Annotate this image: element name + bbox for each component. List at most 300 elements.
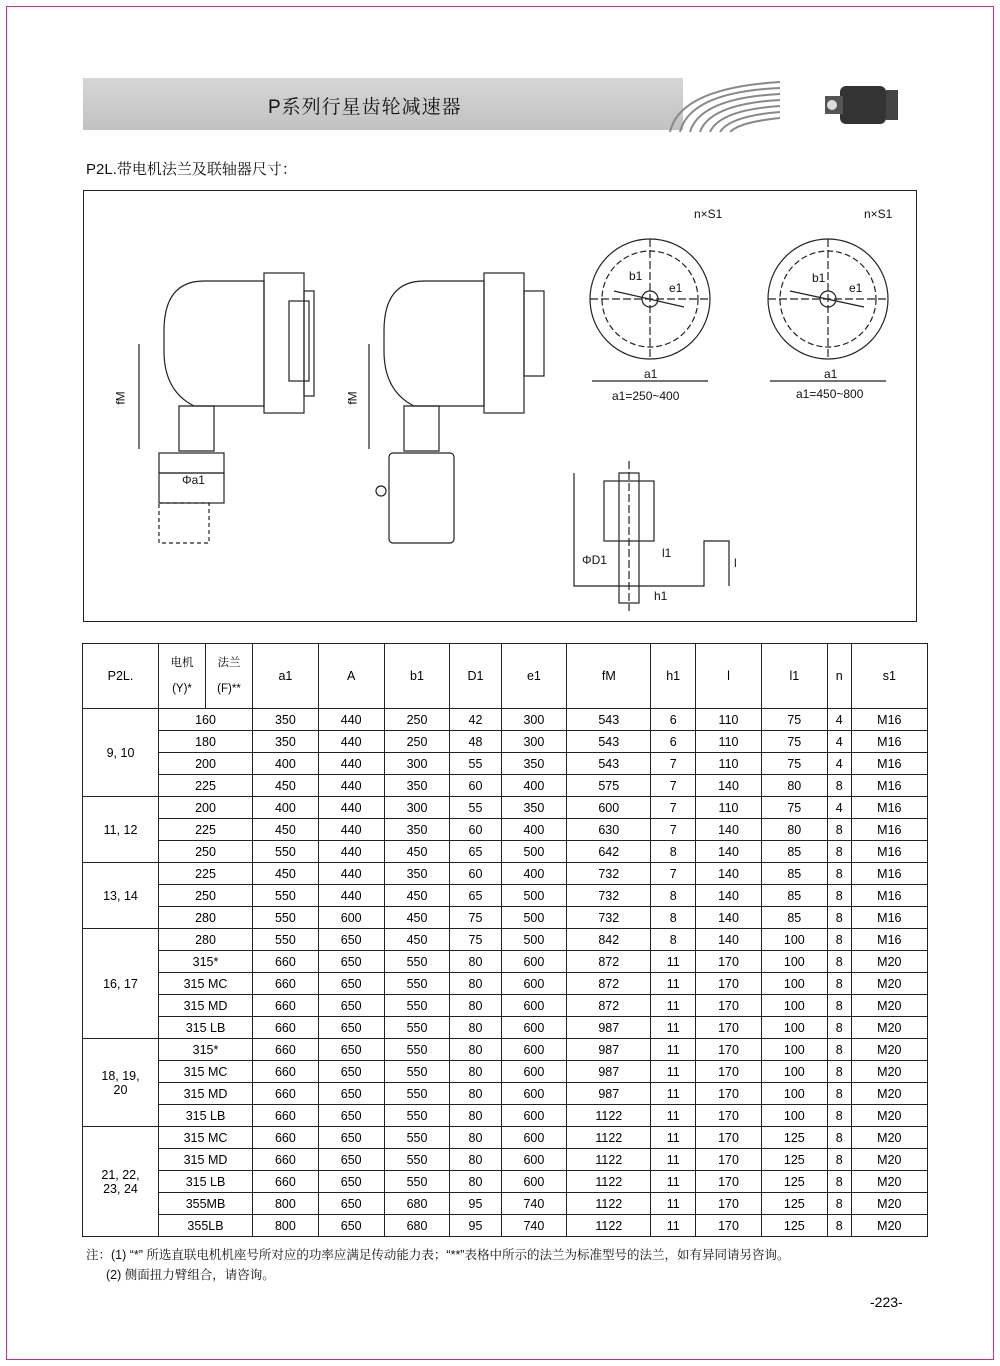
table-cell: 6	[651, 709, 696, 731]
table-row	[83, 841, 928, 863]
table-cell: 650	[318, 1083, 384, 1105]
table-cell: 350	[501, 753, 567, 775]
table-cell: 8	[827, 1193, 851, 1215]
table-cell: 600	[501, 1083, 567, 1105]
motor-frame-cell: 315 MD	[159, 1083, 253, 1105]
table-row	[83, 929, 928, 951]
motor-frame-cell: 225	[159, 863, 253, 885]
table-cell: 450	[384, 885, 450, 907]
motor-frame-cell: 280	[159, 907, 253, 929]
table-cell: 95	[450, 1215, 501, 1237]
table-cell: 250	[384, 731, 450, 753]
table-cell: 550	[384, 1083, 450, 1105]
table-cell: 80	[450, 1017, 501, 1039]
table-cell: 550	[384, 1017, 450, 1039]
table-cell: 7	[651, 775, 696, 797]
n-s1-label-2: n×S1	[864, 207, 893, 221]
table-cell: 75	[761, 753, 827, 775]
e1-label-2: e1	[849, 281, 863, 295]
table-cell: M20	[851, 973, 927, 995]
table-cell: M20	[851, 1105, 927, 1127]
table-cell: 550	[384, 1127, 450, 1149]
table-row	[83, 907, 928, 929]
motor-frame-cell: 315 MD	[159, 1149, 253, 1171]
table-cell: 400	[253, 797, 319, 819]
table-cell: 11	[651, 1083, 696, 1105]
table-cell: 740	[501, 1193, 567, 1215]
table-cell: 600	[501, 1127, 567, 1149]
table-cell: 60	[450, 819, 501, 841]
table-row	[83, 775, 928, 797]
motor-frame-cell: 280	[159, 929, 253, 951]
table-cell: M20	[851, 1149, 927, 1171]
table-cell: 660	[253, 1083, 319, 1105]
table-cell: 8	[651, 929, 696, 951]
table-cell: 630	[567, 819, 651, 841]
table-cell: 140	[696, 929, 762, 951]
table-cell: 600	[567, 797, 651, 819]
table-cell: 100	[761, 1105, 827, 1127]
table-cell: 987	[567, 1083, 651, 1105]
table-cell: 170	[696, 1017, 762, 1039]
header-b1: b1	[384, 644, 450, 709]
table-cell: 1122	[567, 1127, 651, 1149]
table-cell: 600	[501, 951, 567, 973]
table-cell: 80	[761, 775, 827, 797]
table-cell: M20	[851, 1061, 927, 1083]
motor-frame-cell: 315 MD	[159, 995, 253, 1017]
table-cell: 65	[450, 885, 501, 907]
l-label: l	[734, 556, 737, 570]
table-cell: 500	[501, 885, 567, 907]
table-cell: 80	[450, 1039, 501, 1061]
table-cell: 800	[253, 1193, 319, 1215]
table-cell: 660	[253, 1039, 319, 1061]
table-cell: 543	[567, 731, 651, 753]
table-cell: 440	[318, 775, 384, 797]
table-cell: 660	[253, 1105, 319, 1127]
table-cell: 110	[696, 797, 762, 819]
table-cell: 11	[651, 973, 696, 995]
group-label: 13, 14	[83, 863, 159, 929]
header-flange-label: 法兰	[217, 657, 241, 669]
table-cell: 440	[318, 753, 384, 775]
table-cell: 500	[501, 907, 567, 929]
table-cell: 125	[761, 1193, 827, 1215]
table-cell: 300	[384, 753, 450, 775]
table-cell: 80	[450, 1171, 501, 1193]
table-cell: 140	[696, 907, 762, 929]
header-h1: h1	[651, 644, 696, 709]
table-cell: 660	[253, 995, 319, 1017]
table-cell: 650	[318, 973, 384, 995]
table-cell: 170	[696, 1193, 762, 1215]
table-cell: 350	[384, 863, 450, 885]
table-cell: 8	[827, 973, 851, 995]
table-cell: 110	[696, 753, 762, 775]
header-motor-sub: (Y)*	[172, 683, 192, 695]
table-cell: 650	[318, 1127, 384, 1149]
table-cell: 11	[651, 1017, 696, 1039]
table-cell: 450	[384, 929, 450, 951]
table-cell: 85	[761, 907, 827, 929]
table-cell: 100	[761, 1017, 827, 1039]
table-cell: 110	[696, 731, 762, 753]
table-cell: 500	[501, 929, 567, 951]
table-row	[83, 1061, 928, 1083]
table-cell: 440	[318, 841, 384, 863]
motor-frame-cell: 355MB	[159, 1193, 253, 1215]
header-a: A	[318, 644, 384, 709]
table-cell: 500	[501, 841, 567, 863]
table-cell: 450	[253, 863, 319, 885]
table-row	[83, 1105, 928, 1127]
group-label: 21, 22, 23, 24	[83, 1127, 159, 1237]
table-cell: 80	[450, 1083, 501, 1105]
table-cell: 85	[761, 885, 827, 907]
table-row	[83, 1039, 928, 1061]
table-cell: 4	[827, 709, 851, 731]
table-cell: 660	[253, 1017, 319, 1039]
fm-label-2: fM	[345, 391, 360, 405]
table-cell: 650	[318, 951, 384, 973]
table-cell: 600	[501, 1017, 567, 1039]
table-cell: 8	[827, 1017, 851, 1039]
table-cell: 11	[651, 1105, 696, 1127]
table-cell: 550	[253, 841, 319, 863]
table-cell: 800	[253, 1215, 319, 1237]
table-cell: 80	[450, 995, 501, 1017]
table-cell: 11	[651, 1171, 696, 1193]
header-p2l: P2L.	[83, 644, 159, 709]
table-cell: 60	[450, 775, 501, 797]
table-cell: 4	[827, 797, 851, 819]
table-cell: 170	[696, 1215, 762, 1237]
motor-frame-cell: 225	[159, 775, 253, 797]
notes	[86, 1245, 789, 1285]
table-row	[83, 731, 928, 753]
dimension-table	[82, 643, 928, 1237]
table-cell: 8	[827, 863, 851, 885]
table-cell: 660	[253, 1149, 319, 1171]
table-cell: M16	[851, 731, 927, 753]
table-cell: 600	[318, 907, 384, 929]
header-motor	[159, 644, 206, 709]
table-row	[83, 1149, 928, 1171]
table-row	[83, 863, 928, 885]
table-cell: 400	[501, 775, 567, 797]
table-cell: 100	[761, 995, 827, 1017]
header-s1: s1	[851, 644, 927, 709]
l1-label: l1	[662, 546, 672, 560]
table-cell: 550	[384, 1171, 450, 1193]
table-cell: 660	[253, 1061, 319, 1083]
header-l: l	[696, 644, 762, 709]
page-title: P系列行星齿轮减速器	[268, 97, 462, 118]
table-cell: 600	[501, 1149, 567, 1171]
table-cell: 650	[318, 1105, 384, 1127]
table-cell: 8	[827, 907, 851, 929]
table-cell: 600	[501, 1039, 567, 1061]
e1-label-1: e1	[669, 281, 683, 295]
table-cell: 550	[384, 1149, 450, 1171]
header-motor-label: 电机	[170, 657, 194, 669]
table-cell: 140	[696, 819, 762, 841]
table-cell: 75	[450, 907, 501, 929]
table-cell: 1122	[567, 1149, 651, 1171]
table-cell: 440	[318, 731, 384, 753]
table-cell: 550	[253, 929, 319, 951]
table-cell: 100	[761, 1061, 827, 1083]
table-cell: 11	[651, 1061, 696, 1083]
header-fm: fM	[567, 644, 651, 709]
table-cell: 600	[501, 1105, 567, 1127]
table-cell: 650	[318, 1039, 384, 1061]
table-cell: 110	[696, 709, 762, 731]
table-cell: 170	[696, 973, 762, 995]
table-cell: 550	[253, 885, 319, 907]
table-cell: 350	[384, 775, 450, 797]
motor-frame-cell: 315 LB	[159, 1017, 253, 1039]
table-cell: 650	[318, 1061, 384, 1083]
phi-a1-label: Φa1	[182, 473, 205, 487]
header-flange-sub: (F)**	[217, 683, 241, 695]
table-row	[83, 1171, 928, 1193]
table-cell: 350	[253, 709, 319, 731]
h1-label: h1	[654, 589, 668, 603]
table-cell: 170	[696, 1105, 762, 1127]
note-1: 注：(1) “*” 所选直联电机机座号所对应的功率应满足传动能力表；“**”表格中所示的法兰为标准型号的法兰，如有异同请另咨询。	[86, 1248, 790, 1262]
motor-frame-cell: 200	[159, 753, 253, 775]
table-cell: 987	[567, 1039, 651, 1061]
motor-frame-cell: 315 LB	[159, 1171, 253, 1193]
n-s1-label-1: n×S1	[694, 207, 723, 221]
table-cell: 4	[827, 731, 851, 753]
table-cell: 400	[501, 863, 567, 885]
table-cell: 600	[501, 995, 567, 1017]
table-cell: 170	[696, 951, 762, 973]
table-cell: 11	[651, 1039, 696, 1061]
table-row	[83, 951, 928, 973]
motor-frame-cell: 315*	[159, 951, 253, 973]
table-cell: 732	[567, 863, 651, 885]
motor-frame-cell: 250	[159, 841, 253, 863]
table-cell: 8	[827, 929, 851, 951]
table-cell: 660	[253, 973, 319, 995]
table-cell: 80	[450, 951, 501, 973]
section-subtitle: P2L.带电机法兰及联轴器尺寸：	[86, 161, 297, 178]
header-a1: a1	[253, 644, 319, 709]
table-cell: M20	[851, 951, 927, 973]
motor-frame-cell: 355LB	[159, 1215, 253, 1237]
table-cell: 650	[318, 1171, 384, 1193]
table-cell: 440	[318, 863, 384, 885]
table-cell: 7	[651, 863, 696, 885]
table-cell: 80	[450, 973, 501, 995]
table-cell: 100	[761, 1039, 827, 1061]
table-cell: 140	[696, 863, 762, 885]
table-row	[83, 819, 928, 841]
table-body	[83, 709, 928, 1237]
table-cell: 80	[450, 1105, 501, 1127]
dimension-drawings	[83, 190, 917, 622]
table-cell: 95	[450, 1193, 501, 1215]
motor-frame-cell: 315 MC	[159, 1127, 253, 1149]
motor-frame-cell: 315 LB	[159, 1105, 253, 1127]
table-cell: 842	[567, 929, 651, 951]
table-cell: 440	[318, 797, 384, 819]
table-row	[83, 973, 928, 995]
header-stripes-and-gearbox-image	[660, 78, 918, 132]
table-cell: 170	[696, 1149, 762, 1171]
table-cell: 8	[827, 995, 851, 1017]
table-row	[83, 995, 928, 1017]
table-cell: M20	[851, 1193, 927, 1215]
table-cell: 85	[761, 841, 827, 863]
table-cell: 8	[827, 819, 851, 841]
table-cell: 8	[827, 775, 851, 797]
table-cell: 100	[761, 1083, 827, 1105]
table-cell: M20	[851, 1017, 927, 1039]
table-cell: 550	[384, 1105, 450, 1127]
table-cell: M16	[851, 819, 927, 841]
table-cell: 600	[501, 1061, 567, 1083]
table-cell: 732	[567, 885, 651, 907]
table-cell: 987	[567, 1017, 651, 1039]
table-cell: 170	[696, 1083, 762, 1105]
table-row	[83, 1127, 928, 1149]
table-cell: 125	[761, 1149, 827, 1171]
table-cell: 1122	[567, 1215, 651, 1237]
table-cell: 550	[384, 1039, 450, 1061]
header-e1: e1	[501, 644, 567, 709]
range-label-1: a1=250~400	[612, 389, 680, 403]
table-row	[83, 885, 928, 907]
table-cell: 125	[761, 1171, 827, 1193]
table-cell: 650	[318, 1193, 384, 1215]
note-2: (2) 侧面扭力臂组合，请咨询。	[106, 1268, 275, 1282]
motor-frame-cell: 315 MC	[159, 1061, 253, 1083]
table-cell: 642	[567, 841, 651, 863]
table-cell: 660	[253, 1171, 319, 1193]
motor-frame-cell: 180	[159, 731, 253, 753]
table-cell: 170	[696, 995, 762, 1017]
table-cell: 8	[827, 841, 851, 863]
table-cell: 680	[384, 1193, 450, 1215]
table-cell: 8	[827, 951, 851, 973]
table-cell: 400	[501, 819, 567, 841]
phi-d1-label: ΦD1	[582, 553, 607, 567]
table-cell: 650	[318, 1017, 384, 1039]
table-cell: 350	[253, 731, 319, 753]
table-cell: 100	[761, 951, 827, 973]
table-cell: 8	[827, 1171, 851, 1193]
table-cell: 11	[651, 1215, 696, 1237]
table-cell: M16	[851, 863, 927, 885]
group-label: 9, 10	[83, 709, 159, 797]
table-cell: 75	[450, 929, 501, 951]
table-cell: M16	[851, 797, 927, 819]
table-cell: 8	[827, 1149, 851, 1171]
table-cell: M20	[851, 1215, 927, 1237]
header-flange	[206, 644, 253, 709]
table-cell: 4	[827, 753, 851, 775]
header-l1: l1	[761, 644, 827, 709]
motor-frame-cell: 200	[159, 797, 253, 819]
table-cell: 8	[827, 1215, 851, 1237]
table-cell: 80	[761, 819, 827, 841]
table-cell: 11	[651, 1127, 696, 1149]
table-cell: 75	[761, 797, 827, 819]
table-cell: 600	[501, 1171, 567, 1193]
table-cell: 80	[450, 1127, 501, 1149]
table-cell: 75	[761, 709, 827, 731]
motor-frame-cell: 225	[159, 819, 253, 841]
table-cell: 55	[450, 753, 501, 775]
table-cell: 8	[827, 1083, 851, 1105]
table-cell: 1122	[567, 1105, 651, 1127]
table-header-row	[83, 644, 928, 709]
table-row	[83, 1017, 928, 1039]
table-cell: 872	[567, 973, 651, 995]
table-cell: 440	[318, 885, 384, 907]
table-cell: M20	[851, 1171, 927, 1193]
table-cell: 350	[384, 819, 450, 841]
table-cell: 48	[450, 731, 501, 753]
table-cell: 650	[318, 1149, 384, 1171]
table-cell: 650	[318, 929, 384, 951]
table-cell: 170	[696, 1061, 762, 1083]
table-cell: 740	[501, 1215, 567, 1237]
table-cell: M20	[851, 995, 927, 1017]
table-cell: 140	[696, 885, 762, 907]
table-cell: 65	[450, 841, 501, 863]
table-cell: 125	[761, 1127, 827, 1149]
table-row	[83, 709, 928, 731]
motor-frame-cell: 250	[159, 885, 253, 907]
table-cell: 80	[450, 1061, 501, 1083]
table-cell: 8	[827, 1105, 851, 1127]
table-cell: 11	[651, 1193, 696, 1215]
table-cell: 660	[253, 1127, 319, 1149]
table-cell: 8	[651, 907, 696, 929]
table-cell: M16	[851, 841, 927, 863]
table-cell: 400	[253, 753, 319, 775]
table-cell: 8	[651, 841, 696, 863]
group-label: 11, 12	[83, 797, 159, 863]
table-cell: 170	[696, 1127, 762, 1149]
table-cell: 1122	[567, 1193, 651, 1215]
table-cell: 300	[501, 709, 567, 731]
table-cell: 600	[501, 973, 567, 995]
table-cell: M16	[851, 775, 927, 797]
b1-label-2: b1	[812, 271, 826, 285]
technical-drawing	[84, 191, 918, 623]
table-cell: 550	[384, 973, 450, 995]
table-cell: 732	[567, 907, 651, 929]
header-n: n	[827, 644, 851, 709]
table-row	[83, 1083, 928, 1105]
table-cell: 650	[318, 1215, 384, 1237]
a1-label-1: a1	[644, 367, 658, 381]
table-cell: 11	[651, 951, 696, 973]
group-label: 18, 19, 20	[83, 1039, 159, 1127]
table-cell: 550	[384, 995, 450, 1017]
table-cell: 11	[651, 1149, 696, 1171]
table-cell: M20	[851, 1039, 927, 1061]
table-cell: M16	[851, 907, 927, 929]
table-cell: 170	[696, 1039, 762, 1061]
